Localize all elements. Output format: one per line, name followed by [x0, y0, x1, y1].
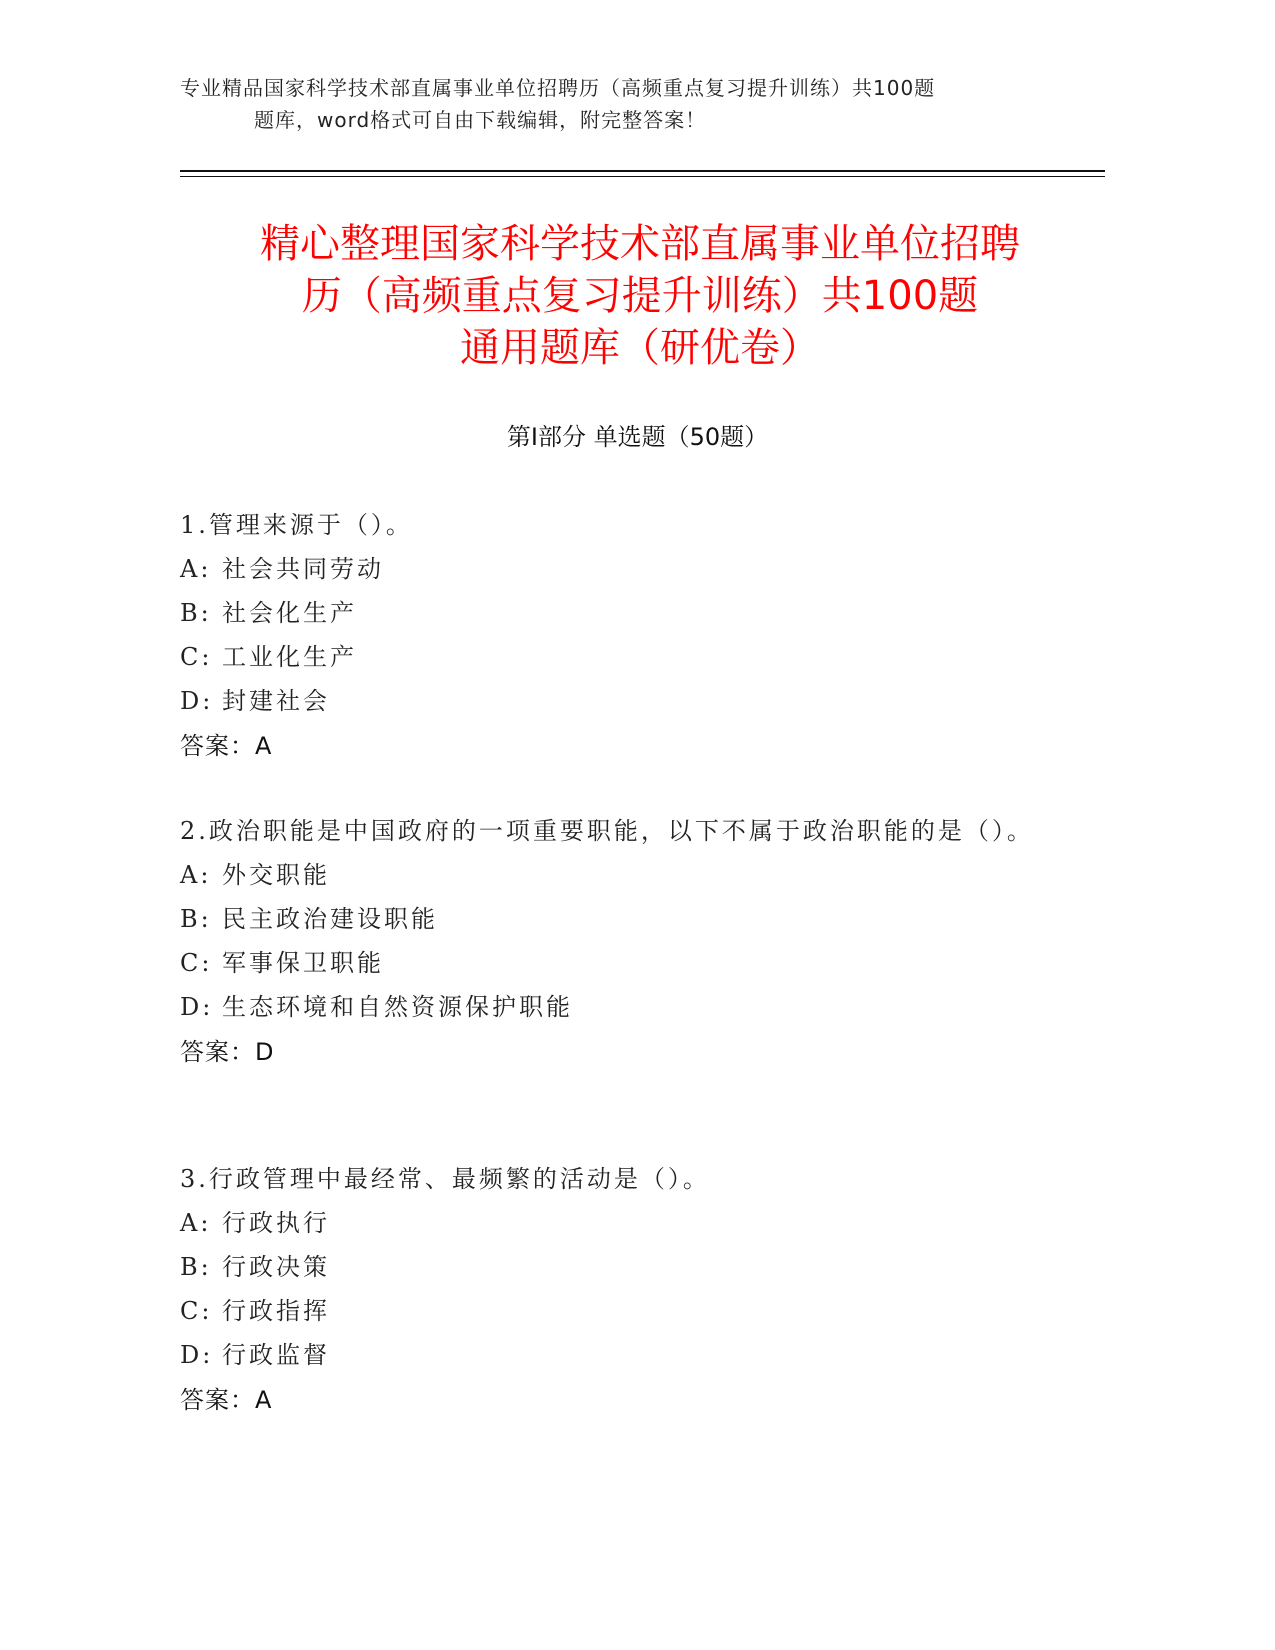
option-key: B: — [180, 599, 212, 627]
question-stem: 3.行政管理中最经常、最频繁的活动是（）。 — [180, 1165, 710, 1193]
option-d — [180, 985, 1040, 1029]
option-key: C: — [180, 1297, 213, 1325]
option-a — [180, 1201, 1040, 1245]
option-key: B: — [180, 905, 212, 933]
question-stem: 2.政治职能是中国政府的一项重要职能，以下不属于政治职能的是（）。 — [180, 817, 1034, 845]
option-text: 民主政治建设职能 — [222, 905, 438, 933]
option-c — [180, 1289, 1040, 1333]
option-a — [180, 547, 1040, 591]
option-d — [180, 679, 1040, 723]
option-text: 社会化生产 — [222, 599, 357, 627]
option-key: A: — [180, 555, 212, 583]
title-line-2: 历（高频重点复习提升训练）共100题 — [301, 273, 979, 319]
header-rule-thin — [180, 176, 1105, 177]
option-b — [180, 591, 1040, 635]
header-line-1: 专业精品国家科学技术部直属事业单位招聘历（高频重点复习提升训练）共100题 — [180, 76, 936, 100]
option-text: 生态环境和自然资源保护职能 — [222, 993, 573, 1021]
option-text: 行政执行 — [222, 1209, 330, 1237]
question-3 — [180, 1157, 1040, 1423]
option-text: 军事保卫职能 — [222, 949, 384, 977]
option-c — [180, 941, 1040, 985]
question-stem: 1.管理来源于（）。 — [180, 511, 413, 539]
document-header — [180, 72, 1040, 136]
answer: 答案：A — [180, 732, 273, 760]
option-b — [180, 897, 1040, 941]
option-text: 行政指挥 — [222, 1297, 330, 1325]
question-2 — [180, 809, 1040, 1075]
answer: 答案：D — [180, 1038, 275, 1066]
option-c — [180, 635, 1040, 679]
option-d — [180, 1333, 1040, 1377]
option-a — [180, 853, 1040, 897]
option-key: A: — [180, 1209, 212, 1237]
option-key: C: — [180, 643, 213, 671]
title-line-3: 通用题库（研优卷） — [460, 325, 820, 371]
option-key: D: — [180, 1341, 214, 1369]
option-text: 封建社会 — [222, 687, 330, 715]
header-line-2: 题库，word格式可自由下载编辑，附完整答案！ — [254, 108, 707, 132]
option-key: B: — [180, 1253, 212, 1281]
option-key: D: — [180, 993, 214, 1021]
option-text: 社会共同劳动 — [222, 555, 384, 583]
option-key: D: — [180, 687, 214, 715]
title-line-1: 精心整理国家科学技术部直属事业单位招聘 — [260, 221, 1020, 267]
option-key: C: — [180, 949, 213, 977]
document-title — [150, 218, 1130, 374]
option-text: 行政决策 — [222, 1253, 330, 1281]
option-b — [180, 1245, 1040, 1289]
option-key: A: — [180, 861, 212, 889]
header-rule-thick — [180, 170, 1105, 172]
option-text: 行政监督 — [222, 1341, 330, 1369]
option-text: 工业化生产 — [222, 643, 357, 671]
option-text: 外交职能 — [222, 861, 330, 889]
section-title: 第Ⅰ部分 单选题（50题） — [506, 423, 769, 451]
answer: 答案：A — [180, 1386, 273, 1414]
question-1 — [180, 503, 1040, 769]
